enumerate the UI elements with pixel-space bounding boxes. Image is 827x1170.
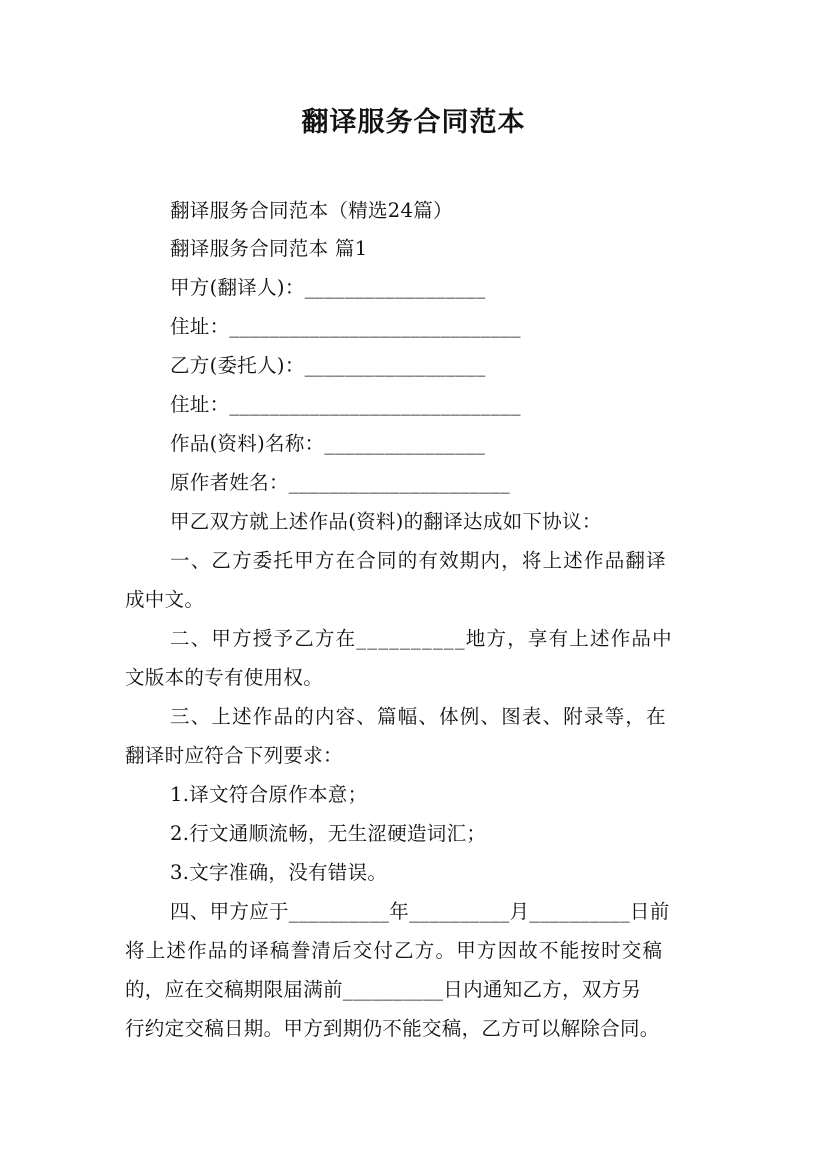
- party-a-address-field: 住址：_____________________________: [170, 315, 521, 338]
- document-subtitle: 翻译服务合同范本（精选24篇）: [170, 199, 453, 222]
- party-b-field: 乙方(委托人)：__________________: [170, 354, 486, 377]
- party-b-address-field: 住址：_____________________________: [170, 393, 521, 416]
- work-name-field: 作品(资料)名称：________________: [170, 432, 486, 455]
- document-title: 翻译服务合同范本: [301, 107, 526, 138]
- party-a-field: 甲方(翻译人)：__________________: [170, 276, 486, 299]
- requirement-3: 3.文字准确，没有错误。: [170, 861, 388, 884]
- clause-4-line-4: 行约定交稿日期。甲方到期仍不能交稿，乙方可以解除合同。: [125, 1017, 660, 1040]
- author-name-field: 原作者姓名：______________________: [170, 471, 510, 494]
- clause-3-line-2: 翻译时应符合下列要求：: [125, 744, 343, 767]
- clause-4-line-1: 四、甲方应于__________年__________月__________日前: [170, 900, 670, 923]
- clause-1-line-1: 一、乙方委托甲方在合同的有效期内，将上述作品翻译: [170, 549, 667, 572]
- requirement-1: 1.译文符合原作本意；: [170, 783, 368, 806]
- clause-2-line-2: 文版本的专有使用权。: [125, 666, 324, 689]
- clause-4-line-2: 将上述作品的译稿誊清后交付乙方。甲方因故不能按时交稿: [125, 939, 664, 962]
- agreement-intro: 甲乙双方就上述作品(资料)的翻译达成如下协议：: [170, 510, 602, 533]
- clause-4-line-3: 的，应在交稿期限届满前__________日内通知乙方，双方另: [125, 978, 642, 1001]
- clause-3-line-1: 三、上述作品的内容、篇幅、体例、图表、附录等，在: [170, 705, 667, 728]
- clause-1-line-2: 成中文。: [125, 588, 205, 611]
- clause-2-line-1: 二、甲方授予乙方在__________地方，享有上述作品中: [170, 627, 673, 650]
- section-heading: 翻译服务合同范本 篇1: [170, 237, 368, 260]
- requirement-2: 2.行文通顺流畅，无生涩硬造词汇；: [170, 822, 487, 845]
